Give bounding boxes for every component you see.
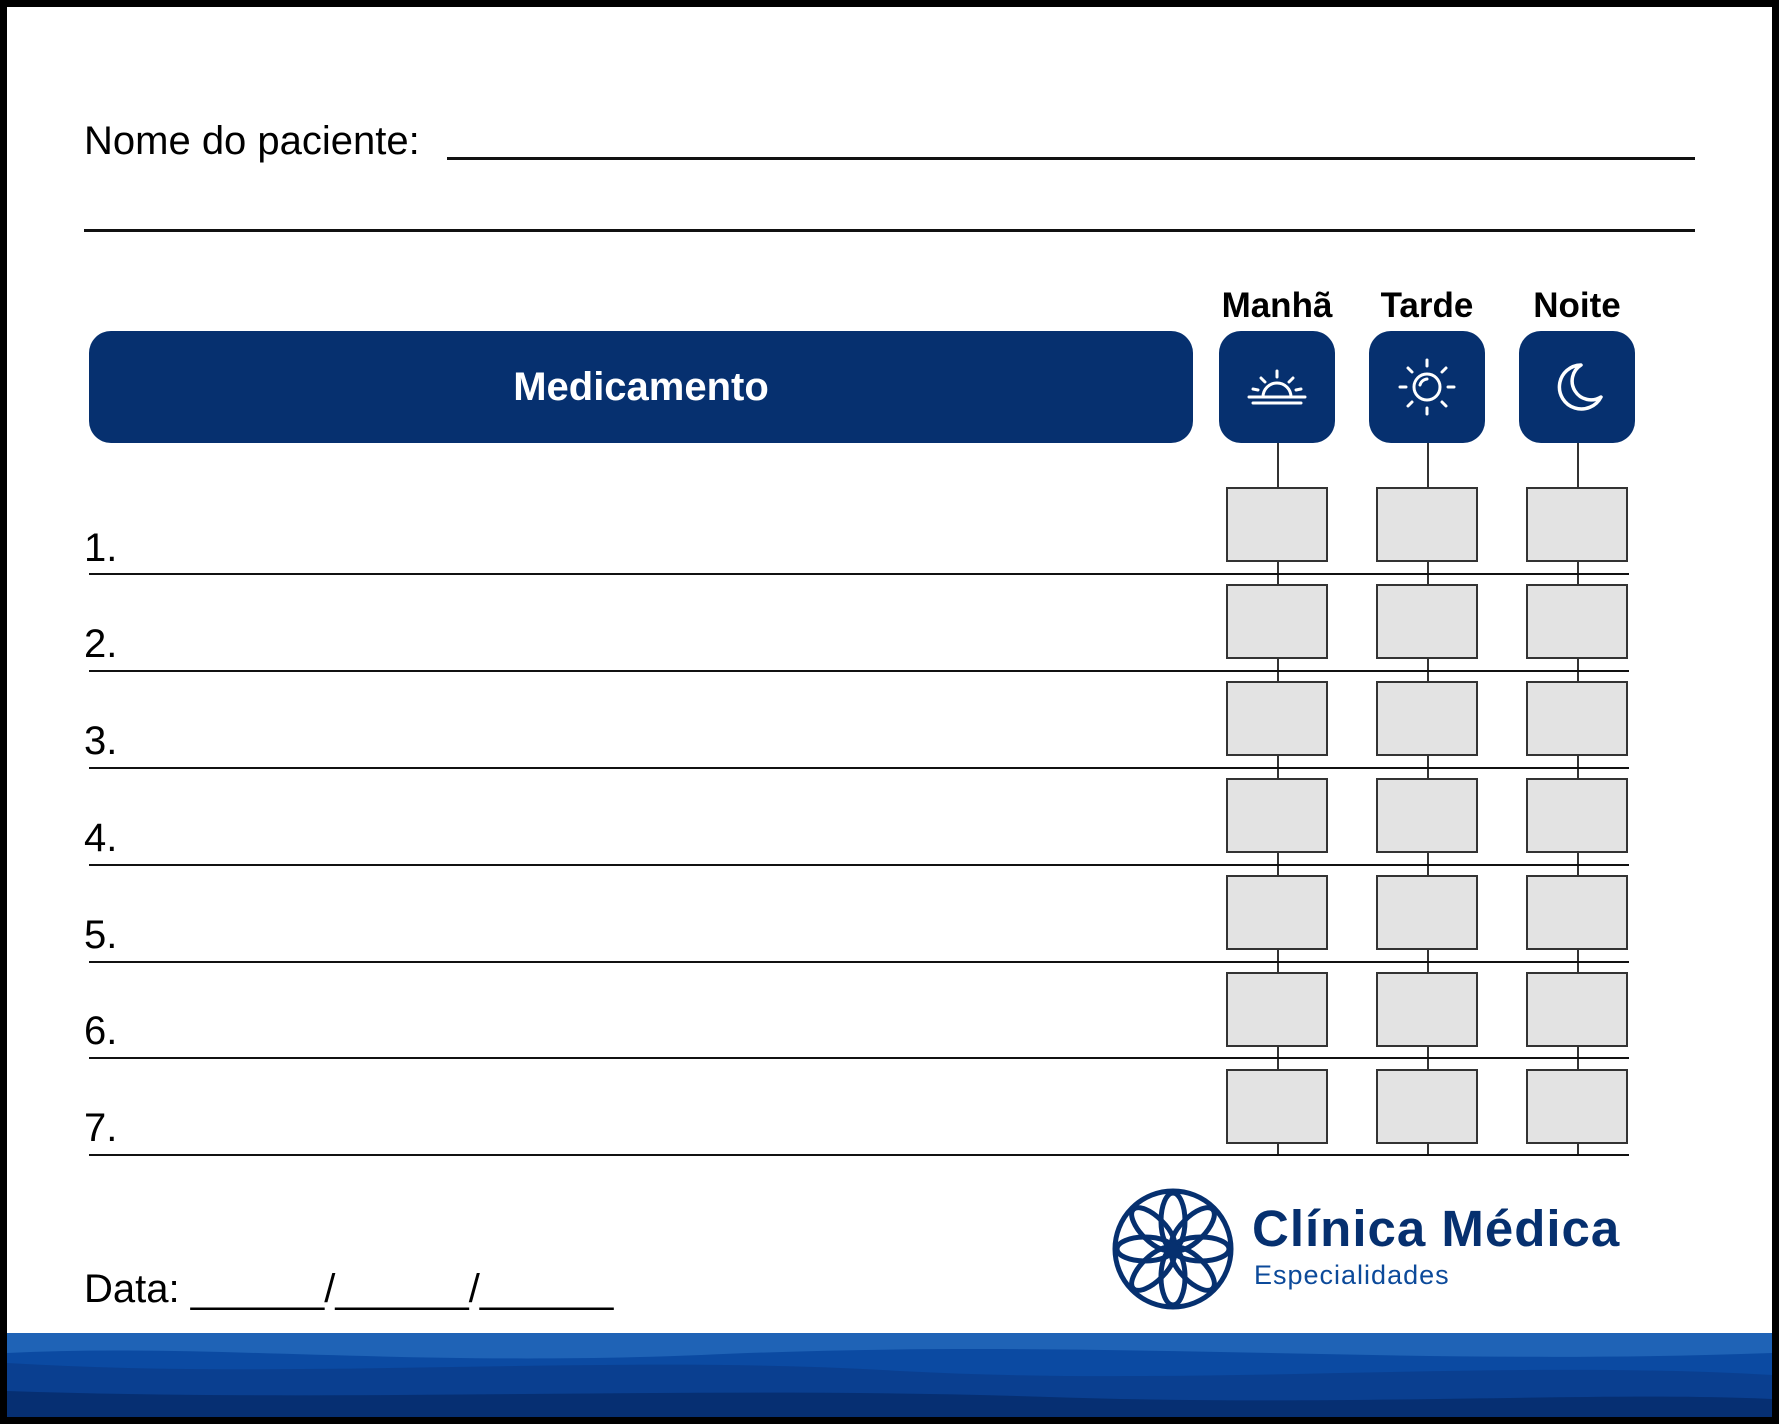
patient-name-field[interactable] [447,157,1695,160]
date-label: Data: [84,1267,180,1311]
period-label-morning: Manhã [1221,286,1333,325]
patient-name-field-extra[interactable] [84,229,1695,232]
checkbox-row2-morning[interactable] [1226,584,1328,659]
footer-wave-band [7,1333,1772,1417]
period-label-night: Noite [1533,286,1621,325]
row-number-7: 7. [84,1106,118,1150]
checkbox-row3-night[interactable] [1526,681,1628,756]
checkbox-row1-afternoon[interactable] [1376,487,1478,562]
flower-logo-icon [1109,1185,1237,1313]
checkbox-row1-morning[interactable] [1226,487,1328,562]
medication-line-6[interactable] [89,1057,1629,1059]
checkbox-row6-afternoon[interactable] [1376,972,1478,1047]
checkbox-row5-morning[interactable] [1226,875,1328,950]
moon-icon [1519,331,1635,443]
checkbox-row4-afternoon[interactable] [1376,778,1478,853]
sun-icon [1369,331,1485,443]
checkbox-row6-night[interactable] [1526,972,1628,1047]
checkbox-row3-morning[interactable] [1226,681,1328,756]
period-label-afternoon: Tarde [1380,286,1474,325]
checkbox-row4-morning[interactable] [1226,778,1328,853]
row-number-4: 4. [84,816,118,860]
sunrise-icon [1219,331,1335,443]
medication-column-header [89,331,1193,443]
date-blanks: ______/______/______ [190,1267,614,1311]
clinic-name: Clínica Médica [1252,1200,1621,1257]
date-field[interactable] [84,1265,613,1313]
row-number-3: 3. [84,719,118,763]
checkbox-row1-night[interactable] [1526,487,1628,562]
patient-name-label: Nome do paciente: [84,119,420,163]
checkbox-row5-afternoon[interactable] [1376,875,1478,950]
medication-line-2[interactable] [89,670,1629,672]
checkbox-row7-night[interactable] [1526,1069,1628,1144]
checkbox-row2-night[interactable] [1526,584,1628,659]
medication-line-7[interactable] [89,1154,1629,1156]
row-number-5: 5. [84,913,118,957]
checkbox-row5-night[interactable] [1526,875,1628,950]
medication-header-label: Medicamento [513,364,769,409]
checkbox-row6-morning[interactable] [1226,972,1328,1047]
row-number-6: 6. [84,1009,118,1053]
checkbox-row3-afternoon[interactable] [1376,681,1478,756]
checkbox-row7-morning[interactable] [1226,1069,1328,1144]
medication-line-5[interactable] [89,961,1629,963]
clinic-tagline: Especialidades [1254,1260,1450,1290]
medication-line-1[interactable] [89,573,1629,575]
checkbox-row7-afternoon[interactable] [1376,1069,1478,1144]
checkbox-row4-night[interactable] [1526,778,1628,853]
medication-line-3[interactable] [89,767,1629,769]
row-number-1: 1. [84,526,118,570]
row-number-2: 2. [84,622,118,666]
medication-line-4[interactable] [89,864,1629,866]
checkbox-row2-afternoon[interactable] [1376,584,1478,659]
